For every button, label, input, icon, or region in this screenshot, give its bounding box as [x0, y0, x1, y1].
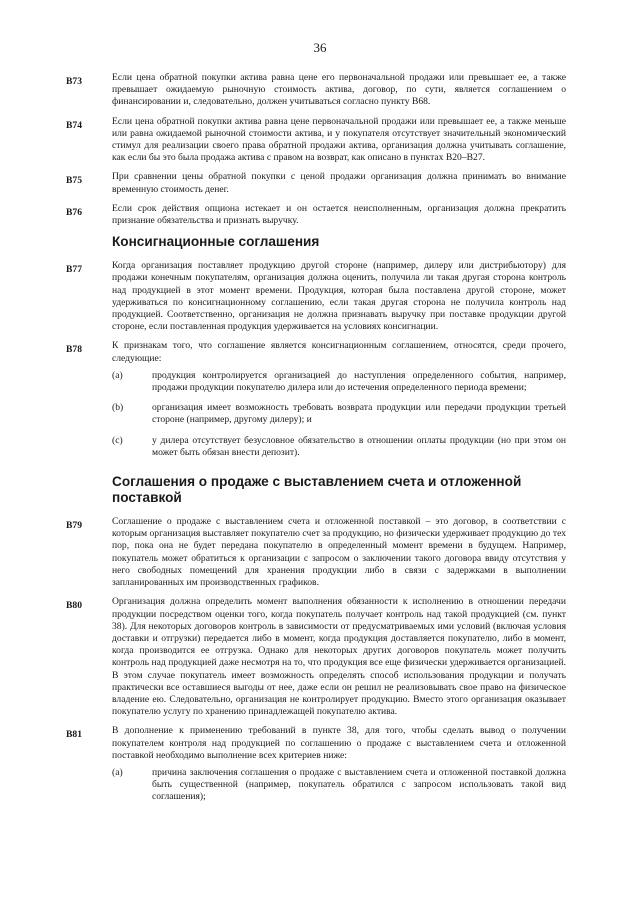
paragraph-text: Организация должна определить момент выполнения обязанности к исполнению в отношении передачи продукции посредством оценки того, когда покупатель получает контроль над такой продукцией (см. пункт 38). Для некоторых договоров контроль в зависимости от предусматриваемых ими условий (включая условия доставки и отгрузки) передается либо в момент, когда продукция доставляется покупателю, либо в момент, когда производится ее отгрузка. Однако для некоторых других договоров покупатель может получить контроль над продукцией даже несмотря на то, что продукция все еще физически удерживается организацией. В этом случае покупатель имеет возможность определять способ использования продукции и получать практически все оставшиеся выгоды от нее, даже если он решил не реализовывать свое право на физическое владение ею. Следовательно, организация не контролирует продукцию. Вместо этого организация оказывает покупателю услугу по хранению принадлежащей покупателю актива. — [112, 596, 566, 718]
paragraph — [66, 725, 566, 811]
section-heading: Соглашения о продаже с выставлением счета и отложенной поставкой — [112, 474, 522, 506]
paragraph-body — [112, 596, 566, 718]
paragraph-text: Если цена обратной покупки актива равна цене его первоначальной продажи или превышает ее, а также превышает ожидаемую рыночную стоимость актива, договор, по сути, является соглашением о финансировании и, следовательно, должен учитываться согласно пункту B68. — [112, 72, 566, 108]
paragraph — [66, 203, 566, 227]
paragraph-code: B75 — [66, 175, 82, 187]
sub-item — [112, 767, 566, 804]
paragraph-text: Если срок действия опциона истекает и он остается неисполненным, организация должна прекратить признание обязательства и признать выручку. — [112, 202, 566, 227]
paragraph-text: Если цена обратной покупки актива равна цене первоначальной продажи или превышает ее, а также меньше или равна ожидаемой рыночной стоимости актива, и у покупателя отсутствует значительный экономический стимул для реализации своего права обратной продажи актива, организация должна учитывать соглашение, как если бы это была продажа актива с правом на возврат, как описано в пунктах B20–B27. — [112, 115, 566, 164]
paragraph-body — [112, 203, 566, 227]
paragraph-text: При сравнении цены обратной покупки с ценой продажи организация должна принимать во внимание временную стоимость денег. — [112, 171, 566, 195]
page-number: 36 — [313, 40, 327, 55]
sub-item-text: причина заключения соглашения о продаже с выставлением счета и отложенной поставкой должна быть существенной (например, покупатель обратился с запросом использовать такой вид соглашения); — [152, 766, 566, 803]
sub-item-text: организация имеет возможность требовать возврата продукции или передачи продукции третьей стороне (например, другому дилеру); и — [152, 402, 566, 426]
paragraph — [66, 72, 566, 109]
paragraph-code: B80 — [66, 600, 82, 612]
paragraph — [66, 260, 566, 333]
sub-item-label: (c) — [112, 434, 123, 446]
paragraph-text: Когда организация поставляет продукцию другой стороне (например, дилеру или дистрибьютору) для продажи конечным покупателям, организация должна оценить, получила ли такая другая сторона контроль над продукцией в этот момент времени. Продукция, которая была поставлена другой стороне, может удерживаться по консигнационному соглашению, если такая другая сторона не получила контроль над продукцией. Соответственно, организация не должна признавать выручку при поставке продукции другой стороне, если поставленная продукция удерживается на условиях консигнации. — [112, 260, 566, 333]
sub-item-label: (b) — [112, 402, 124, 414]
paragraph-text: В дополнение к применению требований в пункте 38, для того, чтобы сделать вывод о получении покупателем контроля над продукцией по соглашению о продаже с выставлением счета и отложенной поставкой необходимо выполнение всех критериев ниже: — [112, 725, 566, 761]
paragraph-body — [112, 516, 566, 589]
paragraph — [66, 516, 566, 589]
paragraph-code: B79 — [66, 520, 82, 532]
paragraph-text: К признакам того, что соглашение является консигнационным соглашением, относятся, среди прочего, следующие: — [112, 340, 566, 364]
paragraph-body — [112, 725, 566, 811]
paragraph-body — [112, 171, 566, 195]
paragraph-code: B78 — [66, 344, 82, 356]
sub-item — [112, 370, 566, 394]
paragraph-code: B73 — [66, 76, 82, 87]
paragraph-code: B74 — [66, 119, 82, 131]
sub-item-label: (a) — [112, 766, 123, 778]
paragraph-text: Соглашение о продаже с выставлением счета и отложенной поставкой – это договор, в соответствии с которым организация выставляет покупателю счет за продукцию, но физически удерживает продукцию до тех пор, пока она не будет передана покупателю в определенный момент времени в будущем. Например, покупатель может обратиться к организации с запросом о заключении такого договора ввиду отсутствия у него свободных помещений для хранения продукции либо в связи с задержками в выполнении запланированных им производственных графиков. — [112, 516, 566, 589]
document-body — [66, 72, 566, 819]
sub-item-text: продукция контролируется организацией до наступления определенного события, например, продажи продукции покупателю дилера или до истечения определенного периода времени; — [152, 369, 566, 394]
paragraph — [66, 171, 566, 195]
sub-item-label: (a) — [112, 369, 123, 381]
paragraph-body — [112, 116, 566, 165]
sub-item-list — [112, 767, 566, 804]
sub-item-text: у дилера отсутствует безусловное обязательство в отношении оплаты продукции (но при этом он может быть обязан внести депозит). — [152, 434, 566, 458]
section-heading: Консигнационные соглашения — [112, 234, 320, 250]
paragraph-body — [112, 340, 566, 467]
sub-item-list — [112, 370, 566, 459]
paragraph-code: B81 — [66, 729, 82, 741]
sub-item — [112, 435, 566, 459]
paragraph-code: B77 — [66, 264, 82, 276]
paragraph-body — [112, 72, 566, 109]
sub-item — [112, 402, 566, 426]
paragraph-body — [112, 260, 566, 333]
paragraph — [66, 596, 566, 718]
paragraph — [66, 340, 566, 467]
paragraph — [66, 116, 566, 165]
paragraph-code: B76 — [66, 206, 82, 218]
